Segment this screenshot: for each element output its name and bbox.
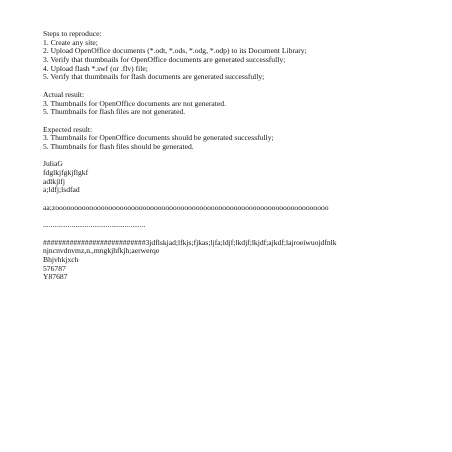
blank-line [43,152,443,161]
scribble-line: fdglkjfgkjflgkf [43,169,89,177]
tail-line: Y87687 [43,273,68,282]
blank-line [43,212,443,221]
actual-item: 3. Thumbnails for OpenOffice documents are not generated. [43,99,226,108]
scribble-line: adlkjlfj [43,177,65,186]
steps-item: 4. Upload flash *.swf (or .flv) file; [43,64,148,73]
steps-item: 5. Verify that thumbnails for flash documents are generated successfully; [43,73,265,82]
document-body [43,30,443,282]
actual-heading: Actual result: [43,90,85,99]
blank-line [43,117,443,126]
steps-heading: Steps to reproduce: [43,30,102,38]
steps-item: 1. Create any site; [43,38,98,47]
hash-line: ###########################3jdflskjad;lfkjs;fjkas;ljfa;ldjf;lkdjf;lkjdf;ajkdf;lajroeiwuojdfnlk [43,238,337,247]
tail-line: 576787 [43,264,66,273]
expected-item: 3. Thumbnails for OpenOffice documents should be generated successfully; [43,134,274,143]
scribble-line: a;ldfj;lsdfad [43,186,80,195]
dots-line: ...................................................... [43,221,146,230]
tail-line: Bhjvhkjxch [43,255,79,264]
blank-line [43,82,443,91]
long-o-line: aa;zoooooooooooooooooooooooooooooooooooooooooooooooooooooooooooooooooooooooo [43,203,329,212]
expected-item: 5. Thumbnails for flash files should be generated. [43,142,194,151]
blank-line [43,230,443,239]
actual-item: 5. Thumbnails for flash files are not generated. [43,108,186,117]
blank-line [43,195,443,204]
steps-item: 2. Upload OpenOffice documents (*.odt, *.ods, *.odg, *.odp) to its Document Library; [43,47,307,56]
tail-line: njncnvdnvmz,n.,mngkjhfkjh;aerwerqe [43,247,160,256]
steps-item: 3. Verify that thumbnails for OpenOffice documents are generated successfully; [43,56,286,65]
scribble-line: JuliaG [43,160,63,169]
expected-heading: Expected result: [43,125,93,134]
